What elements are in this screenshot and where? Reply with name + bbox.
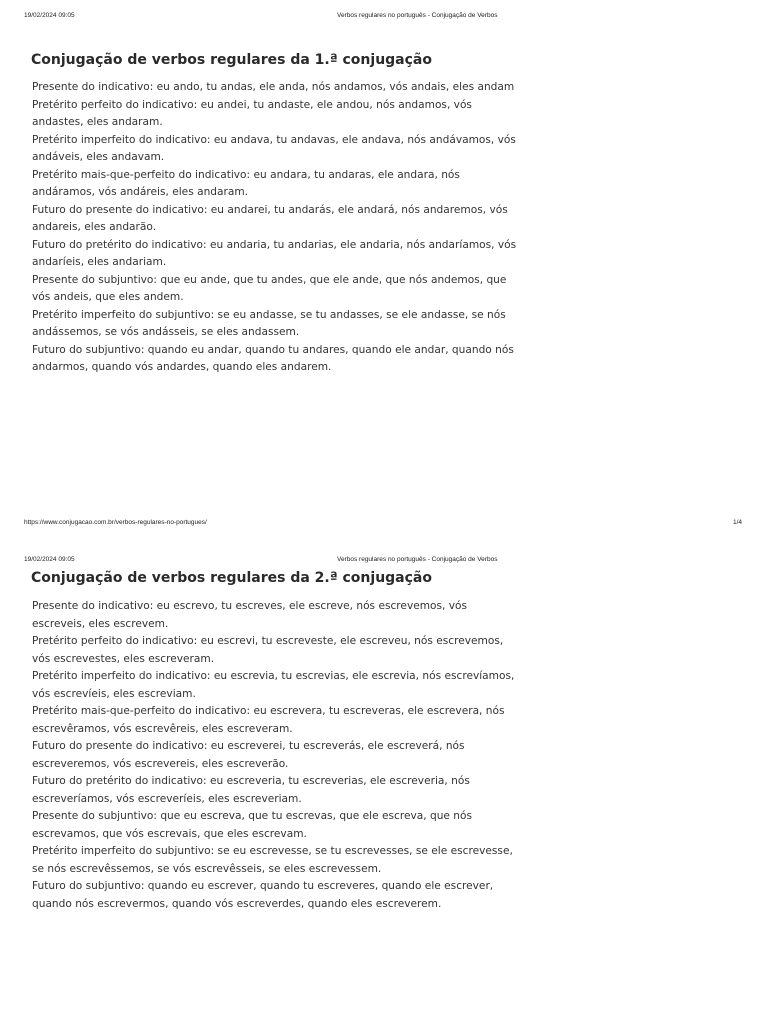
conjugation-line: Pretérito mais-que-perfeito do indicativo: eu escrevera, tu escreveras, ele escrevera, nós escrevêramos, vós escrevêreis, eles escreveram.	[32, 705, 505, 735]
conjugation-list-first	[32, 79, 518, 377]
conjugation-line: Pretérito imperfeito do indicativo: eu andava, tu andavas, ele andava, nós andávamos, vós andáveis, eles andavam.	[32, 133, 516, 163]
section-heading-second-conjugation: Conjugação de verbos regulares da 2.ª conjugação	[31, 570, 432, 586]
print-datetime: 19/02/2024 09:05	[24, 556, 75, 563]
print-page-number: 1/4	[733, 519, 743, 526]
conjugation-line: Futuro do presente do indicativo: eu andarei, tu andarás, ele andará, nós andaremos, vós andareis, eles andarão.	[32, 203, 508, 233]
conjugation-line: Presente do subjuntivo: que eu escreva, que tu escrevas, que ele escreva, que nós escrevamos, que vós escrevais, que eles escrevam.	[32, 810, 473, 840]
conjugation-line: Pretérito imperfeito do indicativo: eu escrevia, tu escrevias, ele escrevia, nós escrevíamos, vós escrevíeis, eles escreviam.	[32, 670, 515, 700]
conjugation-line: Pretérito perfeito do indicativo: eu andei, tu andaste, ele andou, nós andamos, vós andastes, eles andaram.	[32, 98, 472, 128]
conjugation-line: Pretérito imperfeito do subjuntivo: se eu escrevesse, se tu escrevesses, se ele escrevesse, se nós escrevêssemos, se vós escrevêsseis, se eles escrevessem.	[32, 845, 513, 875]
conjugation-line: Pretérito mais-que-perfeito do indicativo: eu andara, tu andaras, ele andara, nós andáramos, vós andáreis, eles andaram.	[32, 168, 460, 198]
print-datetime: 19/02/2024 09:05	[24, 12, 75, 19]
section-heading-first-conjugation: Conjugação de verbos regulares da 1.ª conjugação	[31, 52, 432, 68]
conjugation-line: Futuro do pretérito do indicativo: eu andaria, tu andarias, ele andaria, nós andaríamos, vós andaríeis, eles andariam.	[32, 238, 517, 268]
print-footer-url: https://www.conjugacao.com.br/verbos-regulares-no-portugues/	[24, 519, 207, 526]
conjugation-line: Futuro do pretérito do indicativo: eu escreveria, tu escreverias, ele escreveria, nós escreveríamos, vós escreveríeis, eles escreveriam.	[32, 775, 470, 805]
conjugation-line: Futuro do presente do indicativo: eu escreverei, tu escreverás, ele escreverá, nós escreveremos, vós escrevereis, eles escreverão.	[32, 740, 465, 770]
conjugation-line: Presente do subjuntivo: que eu ande, que tu andes, que ele ande, que nós andemos, que vós andeis, que eles andem.	[32, 273, 507, 303]
conjugation-line: Presente do indicativo: eu ando, tu andas, ele anda, nós andamos, vós andais, eles andam	[32, 81, 515, 93]
conjugation-line: Presente do indicativo: eu escrevo, tu escreves, ele escreve, nós escrevemos, vós escreveis, eles escrevem.	[32, 600, 468, 630]
print-page-title: Verbos regulares no português - Conjugação de Verbos	[337, 556, 498, 563]
conjugation-line: Pretérito perfeito do indicativo: eu escrevi, tu escreveste, ele escreveu, nós escrevemos, vós escrevestes, eles escreveram.	[32, 635, 504, 665]
conjugation-list-second	[32, 598, 518, 913]
conjugation-line: Futuro do subjuntivo: quando eu escrever, quando tu escreveres, quando ele escrever, quando nós escrevermos, quando vós escreverdes, quando eles escreverem.	[32, 880, 494, 910]
print-page-title: Verbos regulares no português - Conjugação de Verbos	[337, 12, 498, 19]
conjugation-line: Pretérito imperfeito do subjuntivo: se eu andasse, se tu andasses, se ele andasse, se nós andássemos, se vós andásseis, se eles andassem.	[32, 308, 506, 338]
conjugation-line: Futuro do subjuntivo: quando eu andar, quando tu andares, quando ele andar, quando nós andarmos, quando vós andardes, quando eles andarem.	[32, 343, 514, 373]
